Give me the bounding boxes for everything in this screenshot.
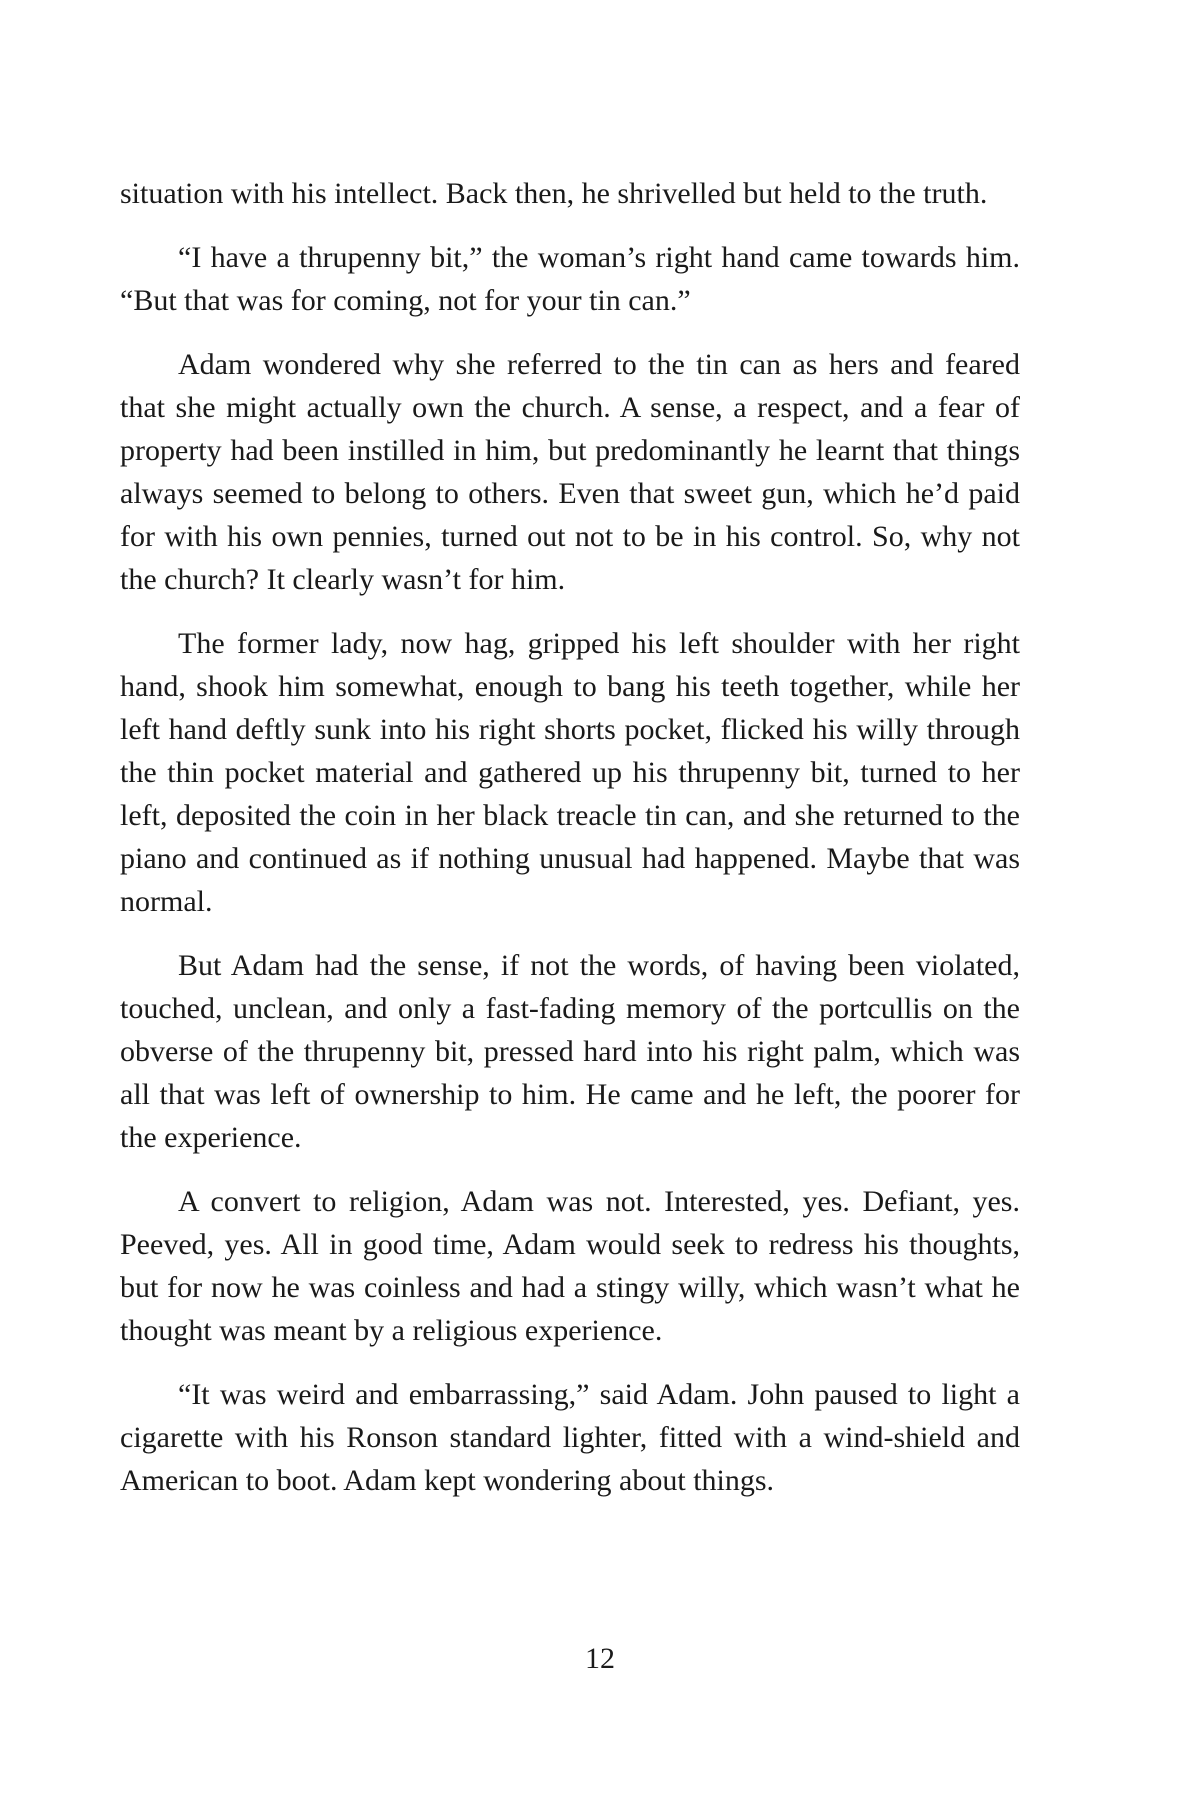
paragraph-adam-wondered: Adam wondered why she referred to the tin can as hers and feared that she might actually own the church. A sense, a respect, and a fear of property had been instilled in him, but predominantly he learnt that things always seemed to belong to others. Even that sweet gun, which he’d paid for with his own pennies, turned out not to be in his control. So, why not the church? It clearly wasn’t for him. — [120, 348, 1020, 596]
paragraph-thrupenny-quote: “I have a thrupenny bit,” the woman’s right hand came towards him. “But that was for coming, not for your tin can.” — [120, 241, 1020, 317]
paragraph-convert: A convert to religion, Adam was not. Interested, yes. Defiant, yes. Peeved, yes. All in good time, Adam would seek to redress his thoughts, but for now he was coinless and had a stingy willy, which wasn’t what he thought was meant by a religious experience. — [120, 1185, 1020, 1347]
paragraph-former-lady: The former lady, now hag, gripped his left shoulder with her right hand, shook him somewhat, enough to bang his teeth together, while her left hand deftly sunk into his right shorts pocket, flicked his willy through the thin pocket material and gathered up his thrupenny bit, turned to her left, deposited the coin in her black treacle tin can, and she returned to the piano and continued as if nothing unusual had happened. Maybe that was normal. — [120, 627, 1020, 918]
paragraph-continued: situation with his intellect. Back then, he shrivelled but held to the truth. — [120, 177, 988, 210]
body-text — [120, 172, 1020, 1523]
paragraph-but-adam: But Adam had the sense, if not the words, of having been violated, touched, unclean, and only a fast-fading memory of the portcullis on the obverse of the thrupenny bit, pressed hard into his right palm, which was all that was left of ownership to him. He came and he left, the poorer for the experience. — [120, 949, 1020, 1154]
page-number: 12 — [585, 1642, 615, 1675]
paragraph-weird: “It was weird and embarrassing,” said Adam. John paused to light a cigarette with his Ronson standard lighter, fitted with a wind-shield and American to boot. Adam kept wondering about things. — [120, 1378, 1020, 1497]
